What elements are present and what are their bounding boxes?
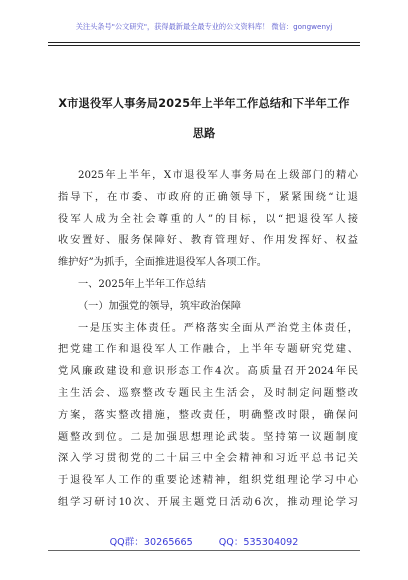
header-rule (48, 42, 360, 43)
paragraph-line: 组学习研讨10次、开展主题党日活动6次，推动理论学习 (58, 496, 358, 508)
footer-rule (48, 550, 360, 551)
paragraph-line: 主生活会、巡察整改专题民主生活会，及时制定问题整改 (58, 387, 358, 399)
document-body (58, 165, 358, 514)
page-header: 关注头条号"公文研究"，获得最新最全最专业的公文资料库！ 微信：gongwenyj (75, 22, 333, 31)
paragraph-line: 收安置好、服务保障好、教育管理好、作用发挥好、权益 (58, 235, 358, 247)
paragraph-line: 题整改到位。二是加强思想理论武装。坚持第一议题制度 (58, 431, 358, 443)
subsection-heading: （一）加强党的领导，筑牢政治保障 (78, 300, 241, 312)
paragraph-line: 2025年上半年，X市退役军人事务局在上级部门的精心 (78, 170, 358, 181)
document-title-continued: 思路 (192, 127, 216, 140)
footer-qq: QQ：535304092 (218, 537, 299, 548)
header-rule-secondary (48, 45, 360, 46)
paragraph-line: 指导下，在市委、市政府的正确领导下，紧紧围绕“让退 (58, 191, 358, 203)
paragraph-line: 维护好”为抓手，全面推进退役军人各项工作。 (58, 257, 267, 269)
document-title: X市退役军人事务局2025年上半年工作总结和下半年工作 (58, 97, 350, 110)
footer-qq-group: QQ群：30265665 (109, 537, 193, 548)
section-heading: 一、2025年上半年工作总结 (78, 278, 206, 290)
paragraph-line: 把党建工作和退役军人工作融合，上半年专题研究党建、 (58, 344, 358, 356)
paragraph-line: 深入学习贯彻党的二十届三中全会精神和习近平总书记关 (58, 453, 358, 465)
paragraph-line: 于退役军人工作的重要论述精神，组织党组理论学习中心 (58, 475, 358, 487)
page-footer (48, 534, 360, 548)
paragraph-line: 一是压实主体责任。严格落实全面从严治党主体责任， (78, 322, 358, 334)
paragraph-line: 方案，落实整改措施，整改责任，明确整改时限，确保问 (58, 409, 358, 421)
paragraph-line: 役军人成为全社会尊重的人”的目标，以“把退役军人接 (58, 213, 358, 225)
paragraph-line: 党风廉政建设和意识形态工作4次。高质量召开2024年民 (58, 366, 358, 378)
